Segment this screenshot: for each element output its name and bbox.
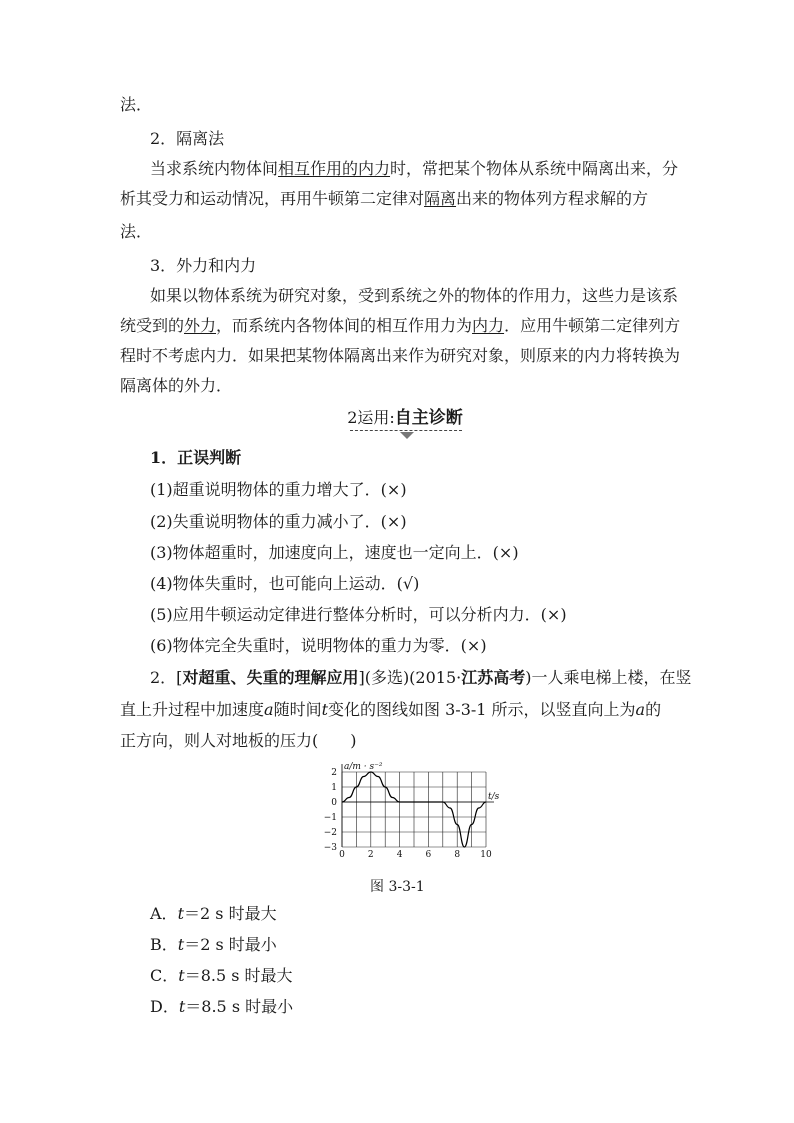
judgement-item: (6)物体完全失重时，说明物体的重力为零．(×)	[150, 636, 487, 655]
underlined-term: 隔离	[424, 189, 457, 208]
x-tick-label: 4	[396, 850, 403, 860]
section-banner	[340, 404, 470, 444]
x-tick-label: 6	[425, 850, 432, 860]
para-isolation-line3: 法．	[120, 222, 153, 241]
underlined-term: 内力	[472, 316, 505, 335]
x-tick-label: 8	[454, 850, 461, 860]
heading-isolation-method: 2．隔离法	[150, 129, 225, 148]
y-tick-label: 1	[331, 783, 337, 793]
y-tick-label: −2	[323, 828, 337, 838]
x-tick-label: 10	[480, 850, 492, 860]
underlined-term: 外力	[184, 316, 217, 335]
para-force-line1: 如果以物体系统为研究对象，受到系统之外的物体的作用力，这些力是该系	[150, 286, 679, 305]
judgement-heading: 1．正误判断	[150, 448, 242, 467]
question-line1: 2．[对超重、失重的理解应用](多选)(2015·江苏高考)一人乘电梯上楼，在竖	[150, 668, 692, 687]
para-continuation: 法．	[120, 95, 153, 114]
x-tick-label: 2	[367, 850, 374, 860]
y-tick-label: 0	[331, 798, 337, 808]
question-line3: 正方向，则人对地板的压力( )	[120, 731, 357, 750]
option-c[interactable]: C．t＝8.5 s 时最大	[150, 966, 293, 985]
option-d[interactable]: D．t＝8.5 s 时最小	[150, 997, 294, 1016]
option-a[interactable]: A．t＝2 s 时最大	[150, 904, 277, 923]
y-tick-label: −1	[323, 813, 337, 823]
y-axis-label: a/m · s⁻²	[344, 762, 383, 772]
banner-dashed-line	[350, 430, 462, 431]
para-force-line3: 程时不考虑内力．如果把某物体隔离出来作为研究对象，则原来的内力将转换为	[120, 346, 681, 365]
heading-external-internal: 3．外力和内力	[150, 256, 257, 275]
question-line2: 直上升过程中加速度a随时间t变化的图线如图 3-3-1 所示，以竖直向上为a的	[120, 700, 662, 719]
acceleration-time-chart	[322, 758, 502, 868]
judgement-item: (4)物体失重时，也可能向上运动．(√)	[150, 574, 420, 593]
para-isolation-line2: 析其受力和运动情况，再用牛顿第二定律对隔离出来的物体列方程求解的方	[120, 189, 649, 208]
figure-caption: 图 3-3-1	[370, 879, 425, 895]
para-isolation-line1: 当求系统内物体间相互作用的内力时，常把某个物体从系统中隔离出来，分	[150, 159, 679, 178]
down-triangle-icon	[400, 432, 414, 439]
y-tick-label: 2	[331, 768, 337, 778]
option-b[interactable]: B．t＝2 s 时最小	[150, 935, 277, 954]
x-tick-label: 0	[339, 850, 345, 860]
y-tick-label: −3	[323, 843, 337, 853]
judgement-item: (2)失重说明物体的重力减小了．(×)	[150, 512, 407, 531]
para-force-line2: 统受到的外力，而系统内各物体间的相互作用力为内力．应用牛顿第二定律列方	[120, 316, 681, 335]
x-axis-label: t/s	[488, 792, 500, 802]
banner-title: 自主诊断	[394, 408, 463, 428]
judgement-item: (5)应用牛顿运动定律进行整体分析时，可以分析内力．(×)	[150, 605, 567, 624]
banner-prefix: 2运用:	[347, 408, 395, 427]
judgement-item: (1)超重说明物体的重力增大了．(×)	[150, 480, 407, 499]
underlined-term: 相互作用的内力	[278, 159, 391, 178]
para-force-line4: 隔离体的外力．	[120, 376, 233, 395]
judgement-item: (3)物体超重时，加速度向上，速度也一定向上．(×)	[150, 543, 519, 562]
